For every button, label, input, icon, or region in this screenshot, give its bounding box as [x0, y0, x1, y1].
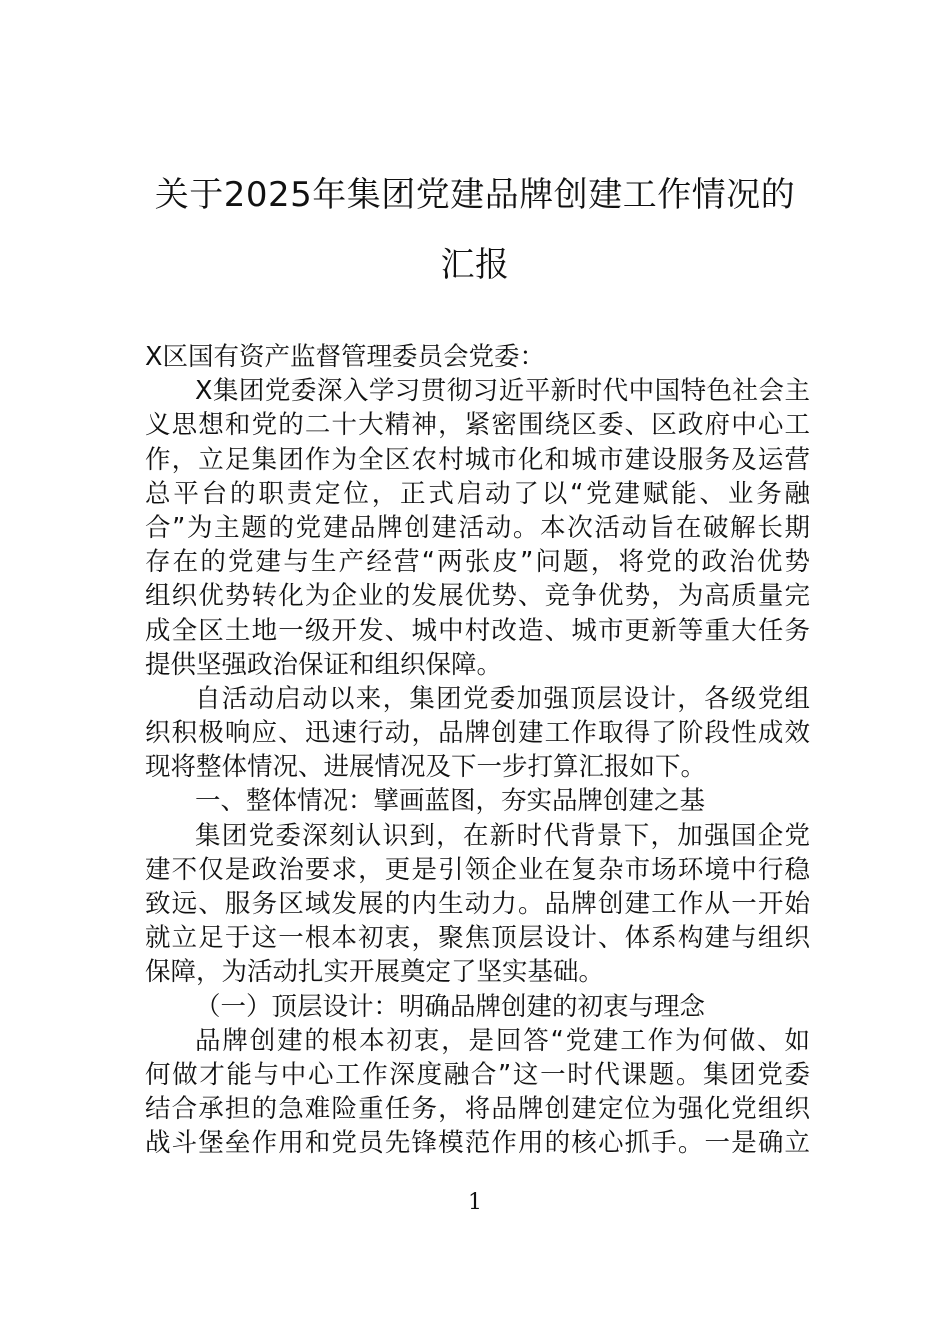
- body-line: 战斗堡垒作用和党员先锋模范作用的核心抓手。一是确立: [145, 1128, 810, 1159]
- body-line: 何做才能与中心工作深度融合”这一时代课题。集团党委: [145, 1059, 810, 1090]
- body-line: 织积极响应、迅速行动，品牌创建工作取得了阶段性成效: [145, 718, 810, 749]
- body-line: 保障，为活动扎实开展奠定了坚实基础。: [145, 957, 605, 988]
- body-line: 致远、服务区域发展的内生动力。品牌创建工作从一开始: [145, 889, 810, 919]
- body-line: 品牌创建的根本初衷，是回答“党建工作为何做、如: [195, 1025, 810, 1056]
- body-line: 义思想和党的二十大精神，紧密围绕区委、区政府中心工: [145, 410, 810, 441]
- body-line: 现将整体情况、进展情况及下一步打算汇报如下。: [145, 752, 707, 783]
- body-line: （一）顶层设计：明确品牌创建的初衷与理念: [195, 991, 706, 1022]
- body-line: X集团党委深入学习贯彻习近平新时代中国特色社会主: [195, 376, 810, 407]
- body-line: 成全区土地一级开发、城中村改造、城市更新等重大任务: [145, 615, 810, 646]
- body-line: 合”为主题的党建品牌创建活动。本次活动旨在破解长期: [145, 512, 810, 543]
- body-line: 就立足于这一根本初衷，聚焦顶层设计、体系构建与组织: [145, 923, 810, 954]
- document-title-line-2: 汇报: [440, 245, 510, 285]
- body-line: 自活动启动以来，集团党委加强顶层设计，各级党组: [195, 683, 810, 714]
- page-number: 1: [468, 1190, 482, 1215]
- body-line: 存在的党建与生产经营“两张皮”问题，将党的政治优势: [145, 547, 810, 578]
- body-line: 结合承担的急难险重任务，将品牌创建定位为强化党组织: [145, 1094, 810, 1125]
- body-line: 建不仅是政治要求，更是引领企业在复杂市场环境中行稳: [145, 854, 810, 885]
- body-line: 集团党委深刻认识到，在新时代背景下，加强国企党: [195, 820, 810, 851]
- salutation: X区国有资产监督管理委员会党委：: [145, 342, 545, 372]
- body-line: 总平台的职责定位，正式启动了以“党建赋能、业务融: [145, 478, 810, 509]
- body-line: 作，立足集团作为全区农村城市化和城市建设服务及运营: [145, 444, 810, 475]
- body-line: 提供坚强政治保证和组织保障。: [145, 649, 503, 680]
- body-line: 组织优势转化为企业的发展优势、竞争优势，为高质量完: [145, 581, 810, 612]
- document-title-line-1: 关于2025年集团党建品牌创建工作情况的: [154, 175, 796, 215]
- body-line: 一、整体情况：擘画蓝图，夯实品牌创建之基: [195, 786, 706, 817]
- document-body: [145, 340, 810, 1161]
